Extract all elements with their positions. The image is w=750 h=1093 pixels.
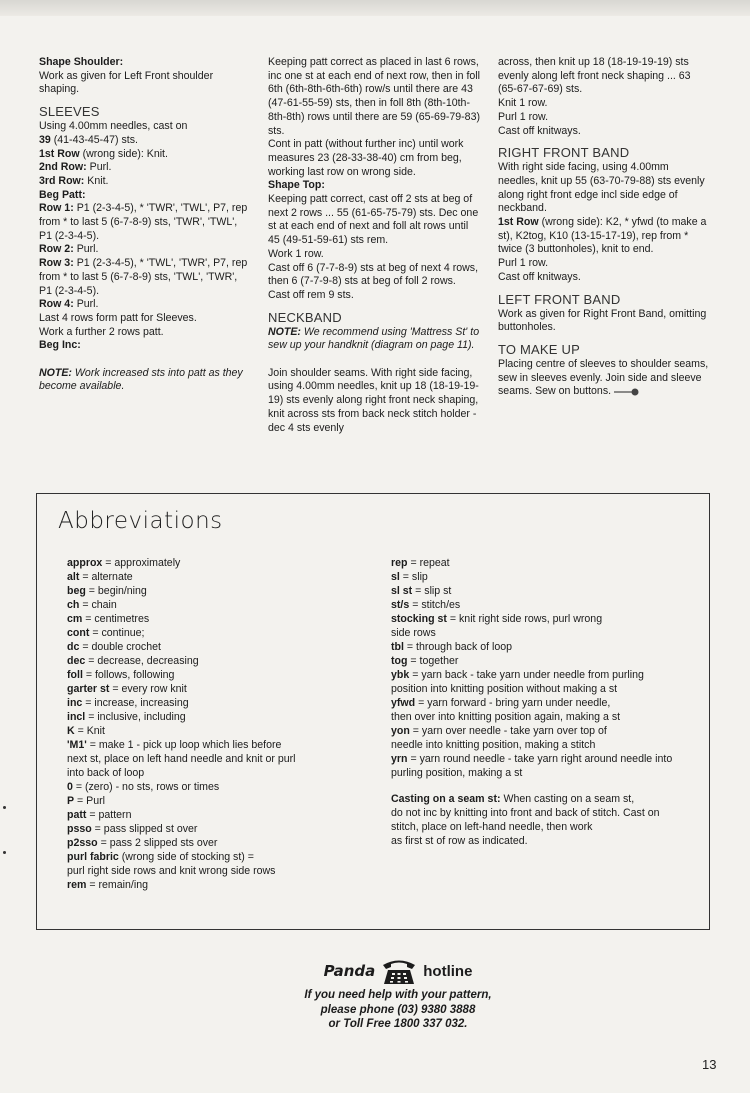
hotline-line-2: please phone (03) 9380 3888	[320, 1003, 476, 1016]
abbreviation-entry: purling position, making a st	[391, 767, 523, 779]
middle-column	[268, 56, 480, 435]
patt-row-4: Row 4: Purl.	[39, 298, 99, 311]
abbreviation-entry: 0 = (zero) - no sts, rows or times	[67, 781, 220, 793]
right-front-band-heading: RIGHT FRONT BAND	[498, 145, 630, 161]
abbreviation-entry: position into knitting position without making a st	[391, 683, 618, 695]
abbreviation-entry: ybk = yarn back - take yarn under needle from purling	[391, 669, 644, 681]
abbreviation-entry: sl = slip	[391, 571, 428, 583]
abbreviation-entry: stocking st = knit right side rows, purl wrong	[391, 613, 603, 625]
purl-1-row: Purl 1 row.	[498, 110, 549, 123]
shape-top-text: Keeping patt correct, cast off 2 sts at beg of next 2 rows ... 55 (61-65-75-79) sts. Dec one st at each end of next and foll alt rows until 45 (49-51-59-61) sts rem.	[268, 193, 479, 247]
rfb-row-1: 1st Row (wrong side): K2, * yfwd (to make a st), K2tog, K10 (13-15-17-19), rep from * twice (3 buttonholes), knit to end.	[498, 216, 707, 256]
abbreviation-entry: 'M1' = make 1 - pick up loop which lies before	[67, 739, 282, 751]
row-2: 2nd Row: Purl.	[39, 161, 112, 174]
casting-on-line-3: stitch, place on left-hand needle, then work	[391, 821, 593, 833]
cast-off-knitways: Cast off knitways.	[498, 124, 581, 137]
abbreviation-entry: approx = approximately	[67, 557, 181, 569]
abbreviation-entry: yon = yarn over needle - take yarn over top of	[391, 725, 607, 737]
abbreviation-entry: dc = double crochet	[67, 641, 161, 653]
abbreviation-entry: next st, place on left hand needle and knit or purl	[67, 753, 296, 765]
neckband-note: NOTE: We recommend using 'Mattress St' to sew up your handknit (diagram on page 11).	[268, 325, 480, 352]
top-scan-band	[0, 0, 750, 16]
to-make-up-heading: TO MAKE UP	[498, 341, 580, 357]
sleeves-cast-on: Using 4.00mm needles, cast on	[39, 120, 188, 133]
sleeves-heading: SLEEVES	[39, 104, 100, 120]
lfb-text: Work as given for Right Front Band, omitting buttonholes.	[498, 307, 707, 334]
cast-off-rem: Cast off rem 9 sts.	[268, 288, 354, 301]
panda-hotline	[288, 956, 508, 1032]
abbreviation-entry: garter st = every row knit	[67, 683, 187, 695]
abbreviation-entry: beg = begin/ning	[67, 585, 147, 597]
rfb-purl-row: Purl 1 row.	[498, 257, 549, 270]
hotline-word: hotline	[423, 962, 473, 980]
abbreviation-entry: patt = pattern	[67, 809, 132, 821]
neckband-heading: NECKBAND	[268, 309, 342, 325]
abbreviations-title: Abbreviations	[58, 508, 223, 534]
shape-shoulder-heading: Shape Shoulder:	[39, 56, 124, 68]
abbreviation-entry: rep = repeat	[391, 557, 450, 569]
rfb-text: With right side facing, using 4.00mm needles, knit up 55 (63-70-79-88) sts evenly along right front edge incl side edge of neckband.	[498, 161, 705, 215]
patt-row-3: Row 3: P1 (2-3-4-5), * 'TWL', 'TWR', P7, rep from * to last 5 (6-7-8-9) sts, 'TWL', 'TWR', P1 (2-3-4-5).	[39, 257, 248, 297]
casting-on-note: Casting on a seam st: When casting on a seam st,	[391, 793, 635, 805]
hotline-line-3: or Toll Free 1800 337 032.	[328, 1018, 468, 1030]
abbreviation-entry: p2sso = pass 2 slipped sts over	[67, 837, 218, 849]
abbreviation-entry: then over into knitting position again, making a st	[391, 711, 621, 723]
abbreviation-entry: rem = remain/ing	[67, 879, 148, 891]
abbreviation-entry: K = Knit	[67, 725, 105, 737]
hotline-line-1: If you need help with your pattern,	[304, 989, 492, 1001]
sleeve-cont-text: Cont in patt (without further inc) until work measures 23 (28-33-38-40) cm from beg, working last row on wrong side.	[268, 138, 464, 178]
sleeves-note: NOTE: Work increased sts into patt as they become available.	[39, 366, 243, 393]
sleeve-inc-text: Keeping patt correct as placed in last 6 rows, inc one st at each end of next row, then in foll 6th (6th-8th-6th-6th) row/s until there are 43 (47-61-55-59) sts, then in foll 8th (8th-10th-8th-8th) rows until there are 59 (65-69-79-83) sts.	[268, 56, 481, 137]
abbreviation-entry: inc = increase, increasing	[67, 697, 189, 709]
abbreviation-entry: purl fabric (wrong side of stocking st) =	[67, 851, 254, 863]
abbreviation-entry: cont = continue;	[67, 627, 145, 639]
beg-patt-heading: Beg Patt:	[39, 188, 86, 201]
shape-top-heading: Shape Top:	[268, 179, 325, 192]
cast-off-text: Cast off 6 (7-7-8-9) sts at beg of next 4 rows, then 6 (7-7-9-8) sts at beg of foll 2 rows.	[268, 261, 479, 288]
button-end-icon	[614, 388, 640, 396]
abbreviation-entry: incl = inclusive, including	[67, 711, 186, 723]
abbreviation-entry: needle into knitting position, making a stitch	[391, 739, 596, 751]
abbreviation-entry: sl st = slip st	[391, 585, 452, 597]
abbreviation-entry: purl right side rows and knit wrong side rows	[67, 865, 276, 877]
page-number: 13	[702, 1057, 717, 1072]
sleeves-sts: 39 (41-43-45-47) sts.	[39, 133, 138, 146]
margin-mark	[3, 806, 6, 809]
right-column	[498, 56, 710, 399]
left-column	[39, 56, 251, 394]
abbreviation-entry: tog = together	[391, 655, 459, 667]
abbreviation-entry: yfwd = yarn forward - bring yarn under needle,	[391, 697, 611, 709]
abbreviation-entry: alt = alternate	[67, 571, 133, 583]
further-2-rows: Work a further 2 rows patt.	[39, 325, 164, 338]
abbreviation-entry: tbl = through back of loop	[391, 641, 513, 653]
abbreviation-entry: yrn = yarn round needle - take yarn right around needle into	[391, 753, 673, 765]
abbreviation-entry: into back of loop	[67, 767, 145, 779]
left-front-band-heading: LEFT FRONT BAND	[498, 291, 621, 307]
last-4-rows: Last 4 rows form patt for Sleeves.	[39, 311, 197, 324]
abbreviation-entry: P = Purl	[67, 795, 105, 807]
abbreviation-entry: cm = centimetres	[67, 613, 150, 625]
beg-inc-heading: Beg Inc:	[39, 339, 81, 352]
abbreviation-entry: st/s = stitch/es	[391, 599, 461, 611]
shape-shoulder-text: Work as given for Left Front shoulder shaping.	[39, 69, 214, 96]
abbreviation-entry: psso = pass slipped st over	[67, 823, 198, 835]
work-1-row: Work 1 row.	[268, 247, 324, 260]
telephone-icon	[381, 956, 417, 986]
abbreviation-entry: side rows	[391, 627, 436, 639]
panda-logo: Panda	[323, 962, 376, 980]
neckband-text: Join shoulder seams. With right side facing, using 4.00mm needles, knit up 18 (18-19-19-19) sts evenly along right front neck shaping, knit across sts from back neck stitch holder - dec 4 sts evenly	[268, 366, 479, 434]
row-1: 1st Row (wrong side): Knit.	[39, 147, 168, 160]
casting-on-line-2: do not inc by knitting into front and back of stitch. Cast on	[391, 807, 660, 819]
row-3: 3rd Row: Knit.	[39, 174, 109, 187]
abbreviations-left-list	[67, 556, 367, 892]
abbreviation-entry: foll = follows, following	[67, 669, 175, 681]
patt-row-2: Row 2: Purl.	[39, 243, 99, 256]
margin-mark	[3, 851, 6, 854]
abbreviations-right-list	[391, 556, 706, 848]
neckband-cont-text: across, then knit up 18 (18-19-19-19) sts evenly along left front neck shaping ... 63 (65-67-67-69) sts.	[498, 56, 691, 96]
abbreviation-entry: dec = decrease, decreasing	[67, 655, 199, 667]
abbreviation-entry: ch = chain	[67, 599, 117, 611]
casting-on-line-4: as first st of row as indicated.	[391, 835, 528, 847]
patt-row-1: Row 1: P1 (2-3-4-5), * 'TWR', 'TWL', P7, rep from * to last 5 (6-7-8-9) sts, 'TWR', 'TWL', P1 (2-3-4-5).	[39, 202, 248, 242]
make-up-text: Placing centre of sleeves to shoulder seams, sew in sleeves evenly. Join side and sleeve seams. Sew on buttons.	[498, 357, 709, 398]
rfb-cast-off: Cast off knitways.	[498, 270, 581, 283]
knit-1-row: Knit 1 row.	[498, 97, 548, 110]
